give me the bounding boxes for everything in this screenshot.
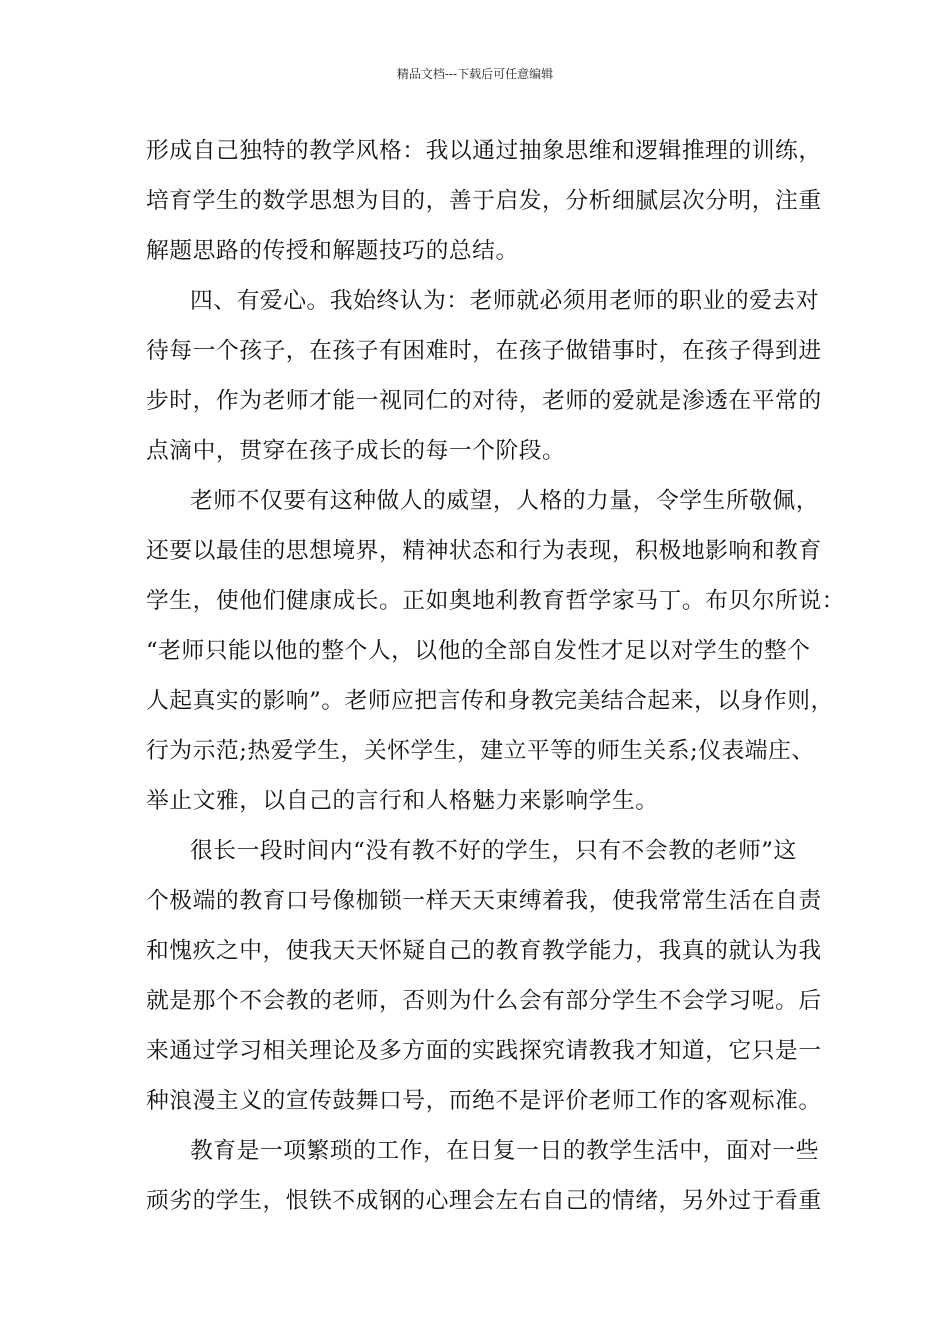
text-line: 来通过学习相关理论及多方面的实践探究请教我才知道，它只是一 — [146, 1038, 822, 1064]
text-line: 四、有爱心。我始终认为：老师就必须用老师的职业的爱去对 — [190, 288, 820, 314]
paragraph-1 — [146, 126, 826, 276]
text-line: 和愧疚之中，使我天天怀疑自己的教育教学能力，我真的就认为我 — [146, 938, 822, 964]
text-line: “老师只能以他的整个人，以他的全部自发性才足以对学生的整个 — [146, 638, 811, 664]
text-line: 解题思路的传授和解题技巧的总结。 — [146, 238, 519, 264]
text-line: 顽劣的学生，恨铁不成钢的心理会左右自己的情绪，另外过于看重 — [146, 1188, 822, 1214]
paragraph-5 — [146, 1126, 826, 1226]
page-header: 精品文档---下载后可任意编辑 — [396, 67, 554, 81]
text-line: 点滴中，贯穿在孩子成长的每一个阶段。 — [146, 438, 566, 464]
paragraph-3 — [146, 476, 845, 826]
text-line: 待每一个孩子，在孩子有困难时，在孩子做错事时，在孩子得到进 — [146, 338, 822, 364]
text-line: 举止文雅，以自己的言行和人格魅力来影响学生。 — [146, 788, 659, 814]
text-line: 老师不仅要有这种做人的威望，人格的力量，令学生所敬佩， — [190, 488, 820, 514]
text-line: 步时，作为老师才能一视同仁的对待，老师的爱就是渗透在平常的 — [146, 388, 822, 414]
text-line: 学生，使他们健康成长。正如奥地利教育哲学家马丁。布贝尔所说： — [146, 588, 845, 614]
text-line: 种浪漫主义的宣传鼓舞口号，而绝不是评价老师工作的客观标准。 — [146, 1088, 822, 1114]
text-line: 很长一段时间内“没有教不好的学生，只有不会教的老师”这 — [190, 838, 797, 864]
text-line: 就是那个不会教的老师，否则为什么会有部分学生不会学习呢。后 — [146, 988, 822, 1014]
text-line: 还要以最佳的思想境界，精神状态和行为表现，积极地影响和教育 — [146, 538, 822, 564]
text-line: 人起真实的影响”。老师应把言传和身教完美结合起来，以身作则， — [146, 688, 834, 714]
text-line: 个极端的教育口号像枷锁一样天天束缚着我，使我常常生活在自责 — [146, 888, 822, 914]
document-body — [146, 126, 845, 1226]
text-line: 教育是一项繁琐的工作，在日复一日的教学生活中，面对一些 — [190, 1138, 820, 1164]
paragraph-2 — [146, 276, 826, 476]
text-line: 形成自己独特的教学风格：我以通过抽象思维和逻辑推理的训练， — [146, 138, 822, 164]
text-line: 行为示范;热爱学生，关怀学生，建立平等的师生关系;仪表端庄、 — [146, 738, 815, 764]
text-line: 培育学生的数学思想为目的，善于启发，分析细腻层次分明，注重 — [146, 188, 822, 214]
paragraph-4 — [146, 826, 826, 1126]
